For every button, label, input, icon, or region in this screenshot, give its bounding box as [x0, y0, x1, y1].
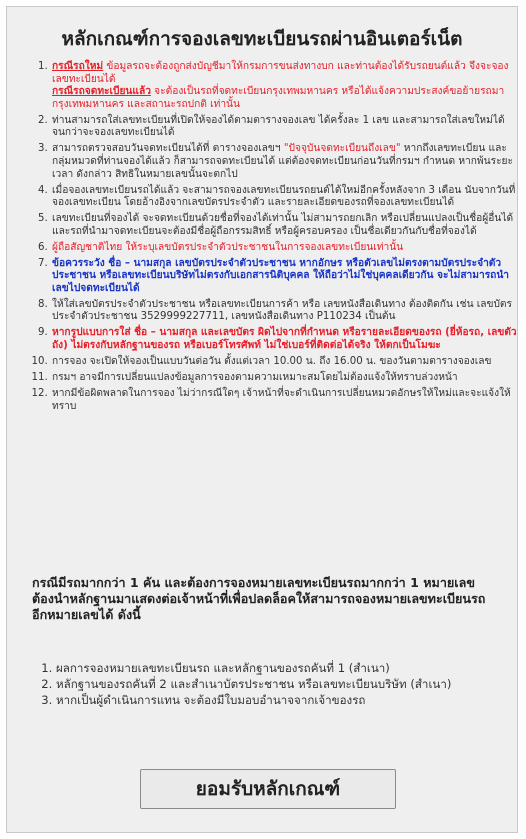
rule-item [51, 258, 517, 296]
rule-text: สามารถตรวจสอบวันจดทะเบียนได้ที่ ตารางจองเลขฯ [52, 143, 284, 155]
rule-item [51, 242, 517, 255]
rule-text: "ปัจจุบันจดทะเบียนถึงเลข" [283, 143, 401, 155]
rule-text: การจอง จะเปิดให้จองเป็นแบบวันต่อวัน ตั้งแต่เวลา 10.00 น. ถึง 16.00 น. ของวันตามตารางจองเลข [52, 355, 492, 367]
rule-item [51, 372, 517, 385]
required-documents-list [32, 661, 496, 709]
rule-item [51, 61, 517, 111]
rules-list [27, 61, 517, 417]
document-item: 3. หากเป็นผู้ดำเนินการแทน จะต้องมีใบมอบอำนาจจากเจ้าของรถ [56, 693, 496, 708]
rule-text: เลขทะเบียนที่จองได้ จะจดทะเบียนด้วยชื่อที่จองได้เท่านั้น ไม่สามารถยกเลิก หรือเปลี่ยนแปลงเป็นชื่อผู้อื่นได้ และรถที่นำมาจดทะเบียนจะต้องมีชื่อผู้ถือกรรมสิทธิ์ หรือผู้ครอบครอง เป็นชื่อเดียวกันกับชื่อที่จองได้ [52, 213, 514, 237]
rule-text: กรณีรถจดทะเบียนแล้ว [52, 86, 151, 98]
rule-item [51, 327, 517, 352]
rule-item [51, 213, 517, 238]
rule-item [51, 356, 517, 369]
rule-text: จะต้องเป็นรถที่จดทะเบียนกรุงเทพมหานคร หรือได้แจ้งความประสงค์ขอย้ายรถมากรุงเทพมหานคร และสถานะรถปกติ เท่านั้น [52, 86, 505, 110]
rule-item [51, 185, 517, 210]
rule-item [51, 115, 517, 140]
document-item: 2. หลักฐานของรถคันที่ 2 และสำเนาบัตรประชาชน หรือเลขทะเบียนบริษัท (สำเนา) [56, 677, 496, 692]
accept-rules-button[interactable]: ยอมรับหลักเกณฑ์ [140, 769, 396, 809]
rule-item [51, 143, 517, 181]
document-item: 1. ผลการจองหมายเลขทะเบียนรถ และหลักฐานของรถคันที่ 1 (สำเนา) [56, 661, 496, 676]
rule-text: เมื่อจองเลขทะเบียนรถได้แล้ว จะสามารถจองเลขทะเบียนรถยนต์ได้ใหม่อีกครั้งหลังจาก 3 เดือน นับจากวันที่จองเลขทะเบียน โดยอ้างอิงจากเลขบัตรประจำตัว และรายละเอียดของรถที่จองเลขทะเบียนได้ [52, 184, 516, 209]
rules-panel [6, 6, 518, 833]
rule-text: หากถึงเลขทะเบียน และกลุ่มหมวดที่ท่านจองได้แล้ว ก็สามารถจดทะเบียนได้ แต่ต้องจดทะเบียนก่อนวันที่กรมฯ กำหนด หากพ้นระยะเวลา ดังกล่าว สิทธิในหมายเลขนั้นจะตกไป [52, 143, 513, 180]
rule-item [51, 388, 517, 413]
rule-text: ให้ใส่เลขบัตรประจำตัวประชาชน หรือเลขทะเบียนการค้า หรือ เลขหนังสือเดินทาง ต้องติดกัน เช่น เลขบัตรประจำตัวประชาชน 3529999227711, เลขหนังสือเดินทาง P110234 เป็นต้น [52, 298, 513, 323]
rule-text: หากรูปแบบการใส่ ชื่อ – นามสกุล และเลขบัตร ผิดไปจากที่กำหนด หรือรายละเอียดของรถ (ยี่ห้อรถ, เลขตัวถัง) ไม่ตรงกับหลักฐานของรถ หรือเบอร์โทรศัพท์ ไม่ใช่เบอร์ที่ติดต่อได้จริง ให้ตกเป็นโมฆะ [52, 327, 517, 351]
rule-text: หากมีข้อผิดพลาดในการจอง ไม่ว่ากรณีใดๆ เจ้าหน้าที่จะดำเนินการเปลี่ยนหมวดอักษรให้ใหม่และจะแจ้งให้ทราบ [52, 387, 511, 412]
rule-text: กรณีรถใหม่ [52, 61, 104, 72]
rule-item [51, 299, 517, 324]
rule-text: ข้อมูลรถจะต้องถูกส่งบัญชีมาให้กรมการขนส่งทางบก และท่านต้องได้รับรถยนต์แล้ว จึงจะจองเลขทะเบียนได้ [52, 61, 509, 85]
rule-text: ผู้ถือสัญชาติไทย ให้ระบุเลขบัตรประจำตัวประชาชนในการจองเลขทะเบียนเท่านั้น [52, 241, 404, 253]
rule-text: ท่านสามารถใส่เลขทะเบียนที่เปิดให้จองได้ตามตารางจองเลข ได้ครั้งละ 1 เลข และสามารถใส่เลขใหม่ได้จนกว่าจะจองเลขทะเบียนได้ [52, 114, 505, 139]
multi-car-note: กรณีมีรถมากกว่า 1 คัน และต้องการจองหมายเลขทะเบียนรถมากกว่า 1 หมายเลข ต้องนำหลักฐานมาแสดงต่อเจ้าหน้าที่เพื่อปลดล็อคให้สามารถจองหมายเลขทะเบียนรถอีกหมายเลขได้ ดังนี้ [32, 575, 486, 622]
page-title: หลักเกณฑ์การจองเลขทะเบียนรถผ่านอินเตอร์เน็ต [61, 28, 463, 50]
rule-text: กรมฯ อาจมีการเปลี่ยนแปลงข้อมูลการจองตามความเหมาะสมโดยไม่ต้องแจ้งให้ทราบล่วงหน้า [52, 371, 458, 383]
rule-text: ข้อควรระวัง ชื่อ – นามสกุล เลขบัตรประจำตัวประชาชน หากอักษร หรือตัวเลขไม่ตรงตามบัตรประจำตัวประชาชน หรือเลขทะเบียนบริษัทไม่ตรงกับเอกสารนิติบุคคล ให้ถือว่าไม่ใช่บุคคลเดียวกัน จะไม่สามารถนำเลขไปจดทะเบียนได้ [52, 257, 510, 294]
